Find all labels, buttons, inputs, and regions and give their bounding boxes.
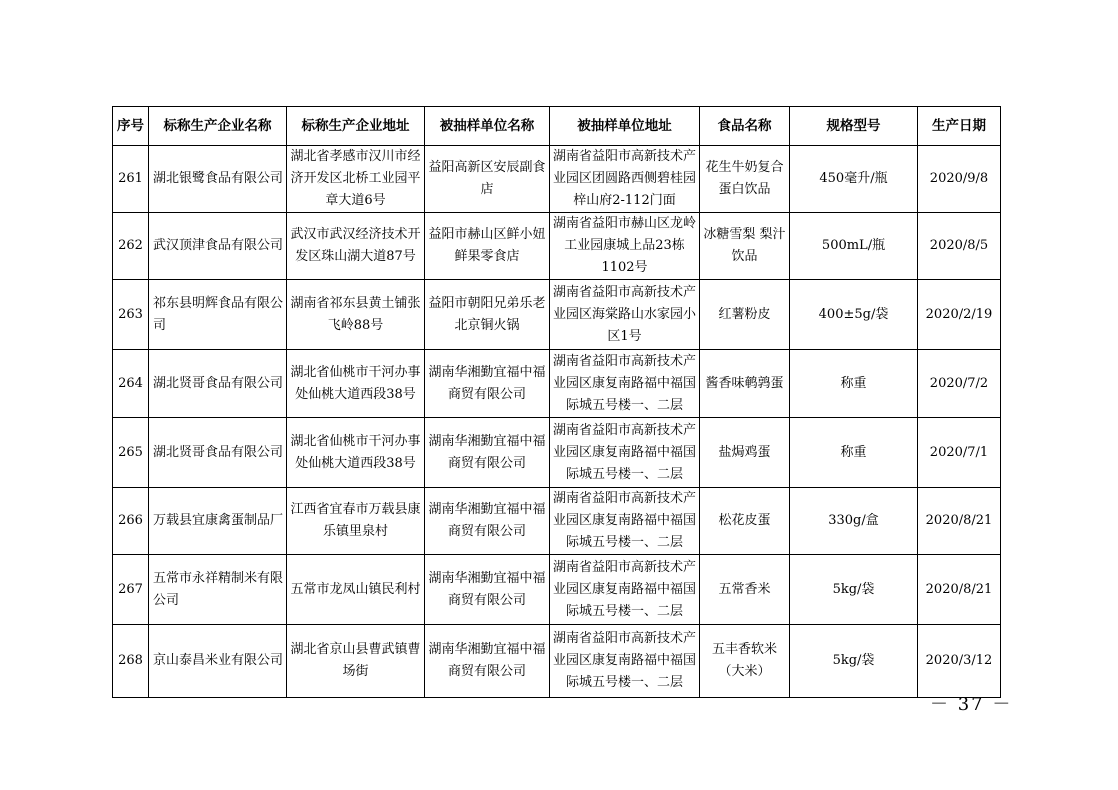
cell-production-date: 2020/8/21	[918, 488, 1001, 555]
cell-specification: 500mL/瓶	[790, 213, 918, 280]
cell-food-name: 五丰香软米（大米）	[700, 625, 790, 698]
cell-production-date: 2020/7/1	[918, 418, 1001, 488]
cell-food-name: 酱香味鹌鹑蛋	[700, 350, 790, 418]
cell-production-date: 2020/8/21	[918, 555, 1001, 625]
cell-manufacturer-name: 湖北贤哥食品有限公司	[149, 350, 287, 418]
cell-manufacturer-address: 湖北省孝感市汉川市经济开发区北桥工业园平章大道6号	[287, 146, 425, 213]
header-manufacturer-name: 标称生产企业名称	[149, 107, 287, 146]
cell-food-name: 盐焗鸡蛋	[700, 418, 790, 488]
cell-index: 265	[113, 418, 149, 488]
cell-index: 264	[113, 350, 149, 418]
cell-manufacturer-address: 五常市龙凤山镇民利村	[287, 555, 425, 625]
cell-index: 262	[113, 213, 149, 280]
cell-sampled-unit-address: 湖南省益阳市高新技术产业园区康复南路福中福国际城五号楼一、二层	[550, 350, 700, 418]
cell-sampled-unit-address: 湖南省益阳市高新技术产业园区康复南路福中福国际城五号楼一、二层	[550, 418, 700, 488]
cell-production-date: 2020/2/19	[918, 280, 1001, 350]
cell-sampled-unit-address: 湖南省益阳市高新技术产业园区康复南路福中福国际城五号楼一、二层	[550, 555, 700, 625]
page-number: － 37 －	[930, 694, 1013, 715]
cell-specification: 称重	[790, 418, 918, 488]
table-row	[113, 488, 1001, 555]
cell-food-name: 红薯粉皮	[700, 280, 790, 350]
cell-specification: 5kg/袋	[790, 555, 918, 625]
table-row	[113, 555, 1001, 625]
cell-manufacturer-address: 湖北省仙桃市干河办事处仙桃大道西段38号	[287, 350, 425, 418]
cell-production-date: 2020/3/12	[918, 625, 1001, 698]
cell-manufacturer-address: 湖北省京山县曹武镇曹场街	[287, 625, 425, 698]
cell-sampled-unit-address: 湖南省益阳市高新技术产业园区团圆路西侧碧桂园梓山府2-112门面	[550, 146, 700, 213]
cell-manufacturer-name: 京山泰昌米业有限公司	[149, 625, 287, 698]
cell-sampled-unit-name: 湖南华湘勤宜福中福商贸有限公司	[425, 418, 550, 488]
cell-sampled-unit-name: 益阳高新区安辰副食店	[425, 146, 550, 213]
cell-manufacturer-address: 湖南省祁东县黄土铺张飞岭88号	[287, 280, 425, 350]
cell-specification: 5kg/袋	[790, 625, 918, 698]
cell-sampled-unit-name: 湖南华湘勤宜福中福商贸有限公司	[425, 555, 550, 625]
cell-manufacturer-name: 万载县宜康禽蛋制品厂	[149, 488, 287, 555]
header-food-name: 食品名称	[700, 107, 790, 146]
sampling-table	[112, 106, 1001, 698]
cell-manufacturer-name: 祁东县明辉食品有限公司	[149, 280, 287, 350]
cell-sampled-unit-address: 湖南省益阳市高新技术产业园区康复南路福中福国际城五号楼一、二层	[550, 625, 700, 698]
cell-index: 267	[113, 555, 149, 625]
cell-manufacturer-address: 江西省宜春市万载县康乐镇里泉村	[287, 488, 425, 555]
cell-food-name: 松花皮蛋	[700, 488, 790, 555]
cell-sampled-unit-name: 湖南华湘勤宜福中福商贸有限公司	[425, 625, 550, 698]
cell-index: 261	[113, 146, 149, 213]
cell-food-name: 花生牛奶复合蛋白饮品	[700, 146, 790, 213]
cell-sampled-unit-address: 湖南省益阳市赫山区龙岭工业园康城上品23栋1102号	[550, 213, 700, 280]
header-sampled-unit-name: 被抽样单位名称	[425, 107, 550, 146]
cell-manufacturer-address: 武汉市武汉经济技术开发区珠山湖大道87号	[287, 213, 425, 280]
table-row	[113, 213, 1001, 280]
header-manufacturer-address: 标称生产企业地址	[287, 107, 425, 146]
cell-sampled-unit-name: 湖南华湘勤宜福中福商贸有限公司	[425, 488, 550, 555]
cell-sampled-unit-name: 益阳市朝阳兄弟乐老北京铜火锅	[425, 280, 550, 350]
cell-manufacturer-name: 五常市永祥精制米有限公司	[149, 555, 287, 625]
cell-specification: 400±5g/袋	[790, 280, 918, 350]
header-index: 序号	[113, 107, 149, 146]
cell-production-date: 2020/7/2	[918, 350, 1001, 418]
cell-specification: 330g/盒	[790, 488, 918, 555]
table-row	[113, 280, 1001, 350]
cell-manufacturer-name: 武汉顶津食品有限公司	[149, 213, 287, 280]
cell-sampled-unit-address: 湖南省益阳市高新技术产业园区康复南路福中福国际城五号楼一、二层	[550, 488, 700, 555]
cell-specification: 450毫升/瓶	[790, 146, 918, 213]
cell-index: 263	[113, 280, 149, 350]
table-row	[113, 625, 1001, 698]
header-sampled-unit-address: 被抽样单位地址	[550, 107, 700, 146]
table-header-row	[113, 107, 1001, 146]
cell-sampled-unit-name: 湖南华湘勤宜福中福商贸有限公司	[425, 350, 550, 418]
cell-sampled-unit-name: 益阳市赫山区鲜小妞鲜果零食店	[425, 213, 550, 280]
cell-manufacturer-name: 湖北贤哥食品有限公司	[149, 418, 287, 488]
cell-manufacturer-name: 湖北银鹭食品有限公司	[149, 146, 287, 213]
cell-production-date: 2020/8/5	[918, 213, 1001, 280]
cell-production-date: 2020/9/8	[918, 146, 1001, 213]
cell-index: 268	[113, 625, 149, 698]
cell-sampled-unit-address: 湖南省益阳市高新技术产业园区海棠路山水家园小区1号	[550, 280, 700, 350]
cell-index: 266	[113, 488, 149, 555]
header-production-date: 生产日期	[918, 107, 1001, 146]
cell-manufacturer-address: 湖北省仙桃市干河办事处仙桃大道西段38号	[287, 418, 425, 488]
table-row	[113, 418, 1001, 488]
cell-specification: 称重	[790, 350, 918, 418]
header-specification: 规格型号	[790, 107, 918, 146]
cell-food-name: 五常香米	[700, 555, 790, 625]
cell-food-name: 冰糖雪梨 梨汁饮品	[700, 213, 790, 280]
table-row	[113, 146, 1001, 213]
table-row	[113, 350, 1001, 418]
